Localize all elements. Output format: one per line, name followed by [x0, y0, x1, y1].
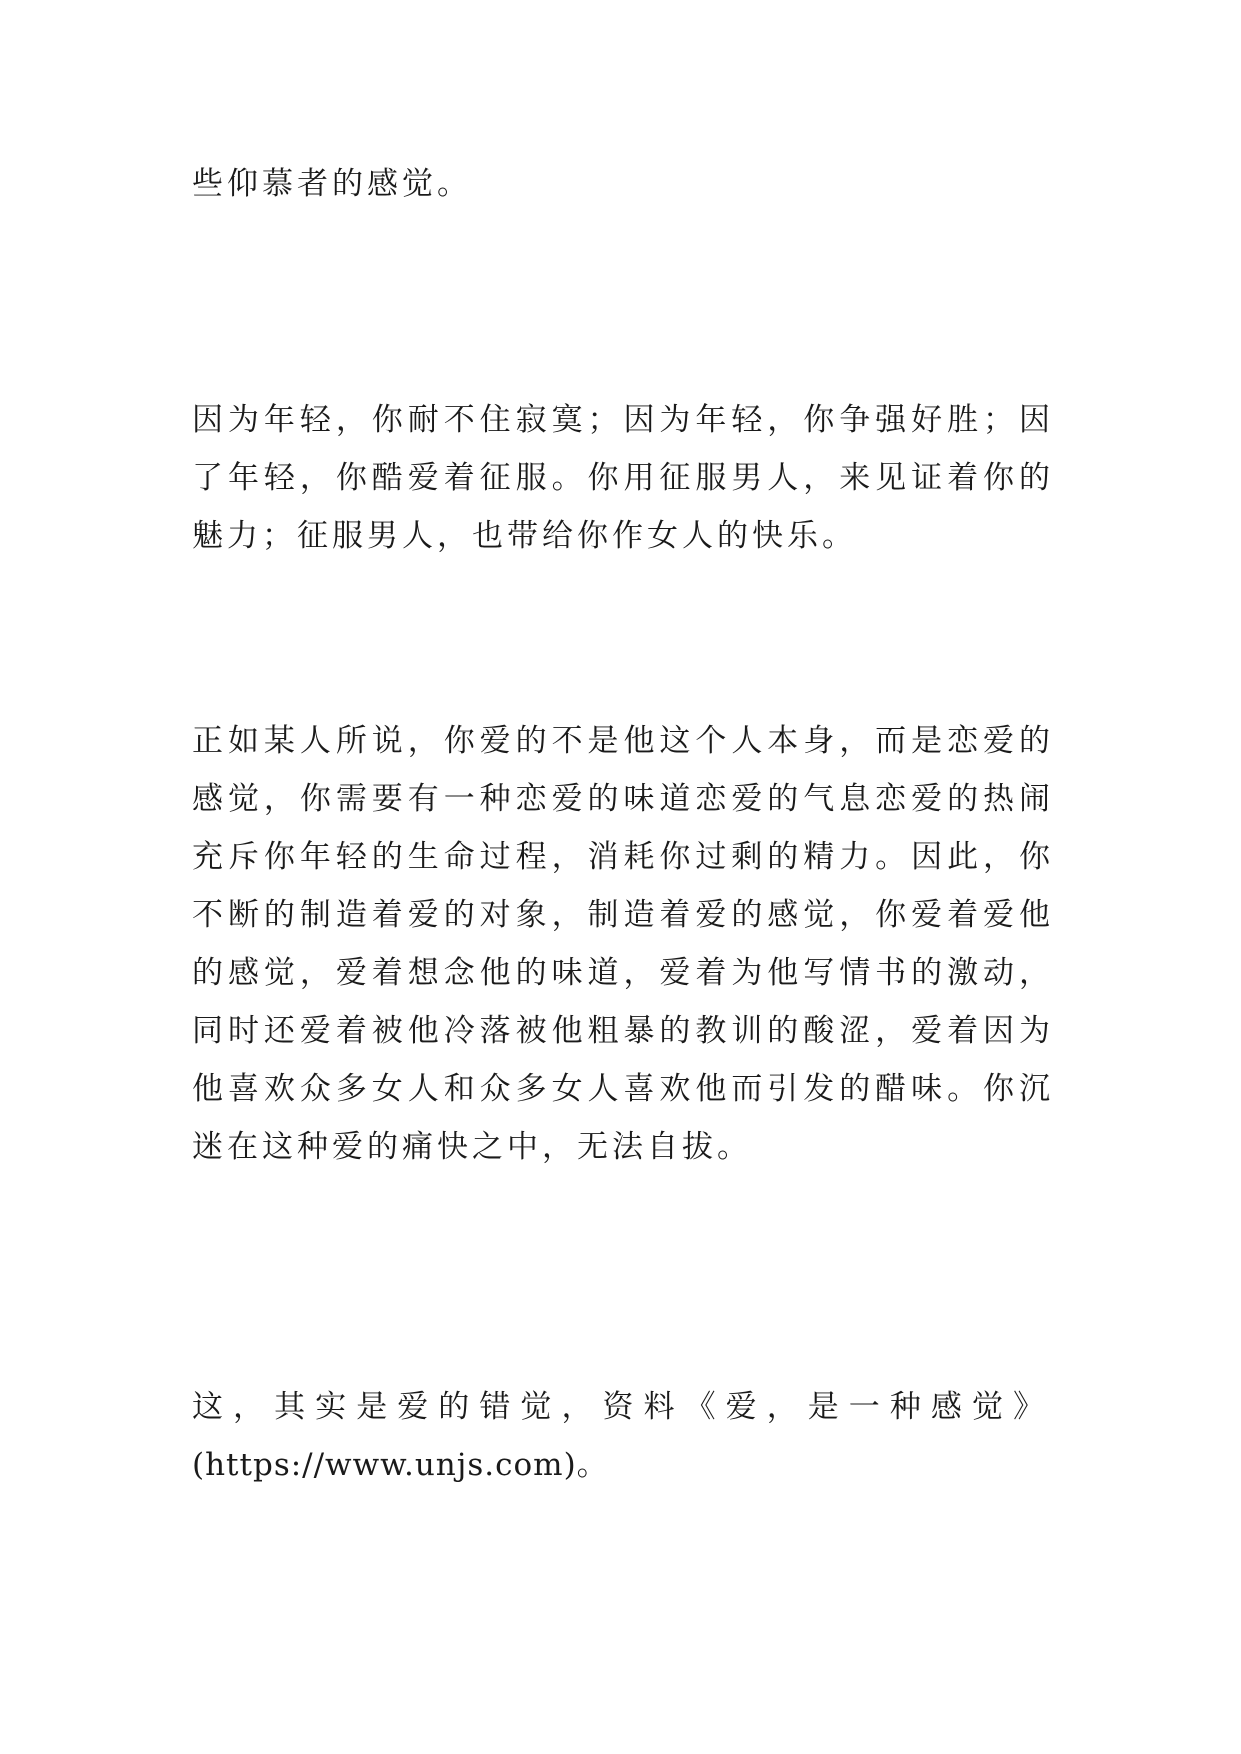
- closing-line-1: 这，其实是爱的错觉，资料《爱，是一种感觉》: [192, 1389, 1054, 1425]
- paragraph-1: 些仰慕者的感觉。: [192, 166, 472, 202]
- closing-paragraph: [192, 1378, 1054, 1494]
- paragraph-3: 正如某人所说，你爱的不是他这个人本身，而是恋爱的感觉，你需要有一种恋爱的味道恋爱的气息恋爱的热闹充斥你年轻的生命过程，消耗你过剩的精力。因此，你不断的制造着爱的对象，制造着爱的感觉，你爱着爱他的感觉，爱着想念他的味道，爱着为他写情书的激动，同时还爱着被他冷落被他粗暴的教训的酸涩，爱着因为他喜欢众多女人和众多女人喜欢他而引发的醋味。你沉迷在这种爱的痛快之中，无法自拔。: [192, 723, 1054, 1165]
- paragraph-2: 因为年轻，你耐不住寂寞；因为年轻，你争强好胜；因了年轻，你酷爱着征服。你用征服男人，来见证着你的魅力；征服男人，也带给你作女人的快乐。: [192, 402, 1054, 554]
- source-url-text: (https://www.unjs.com)。: [192, 1447, 609, 1483]
